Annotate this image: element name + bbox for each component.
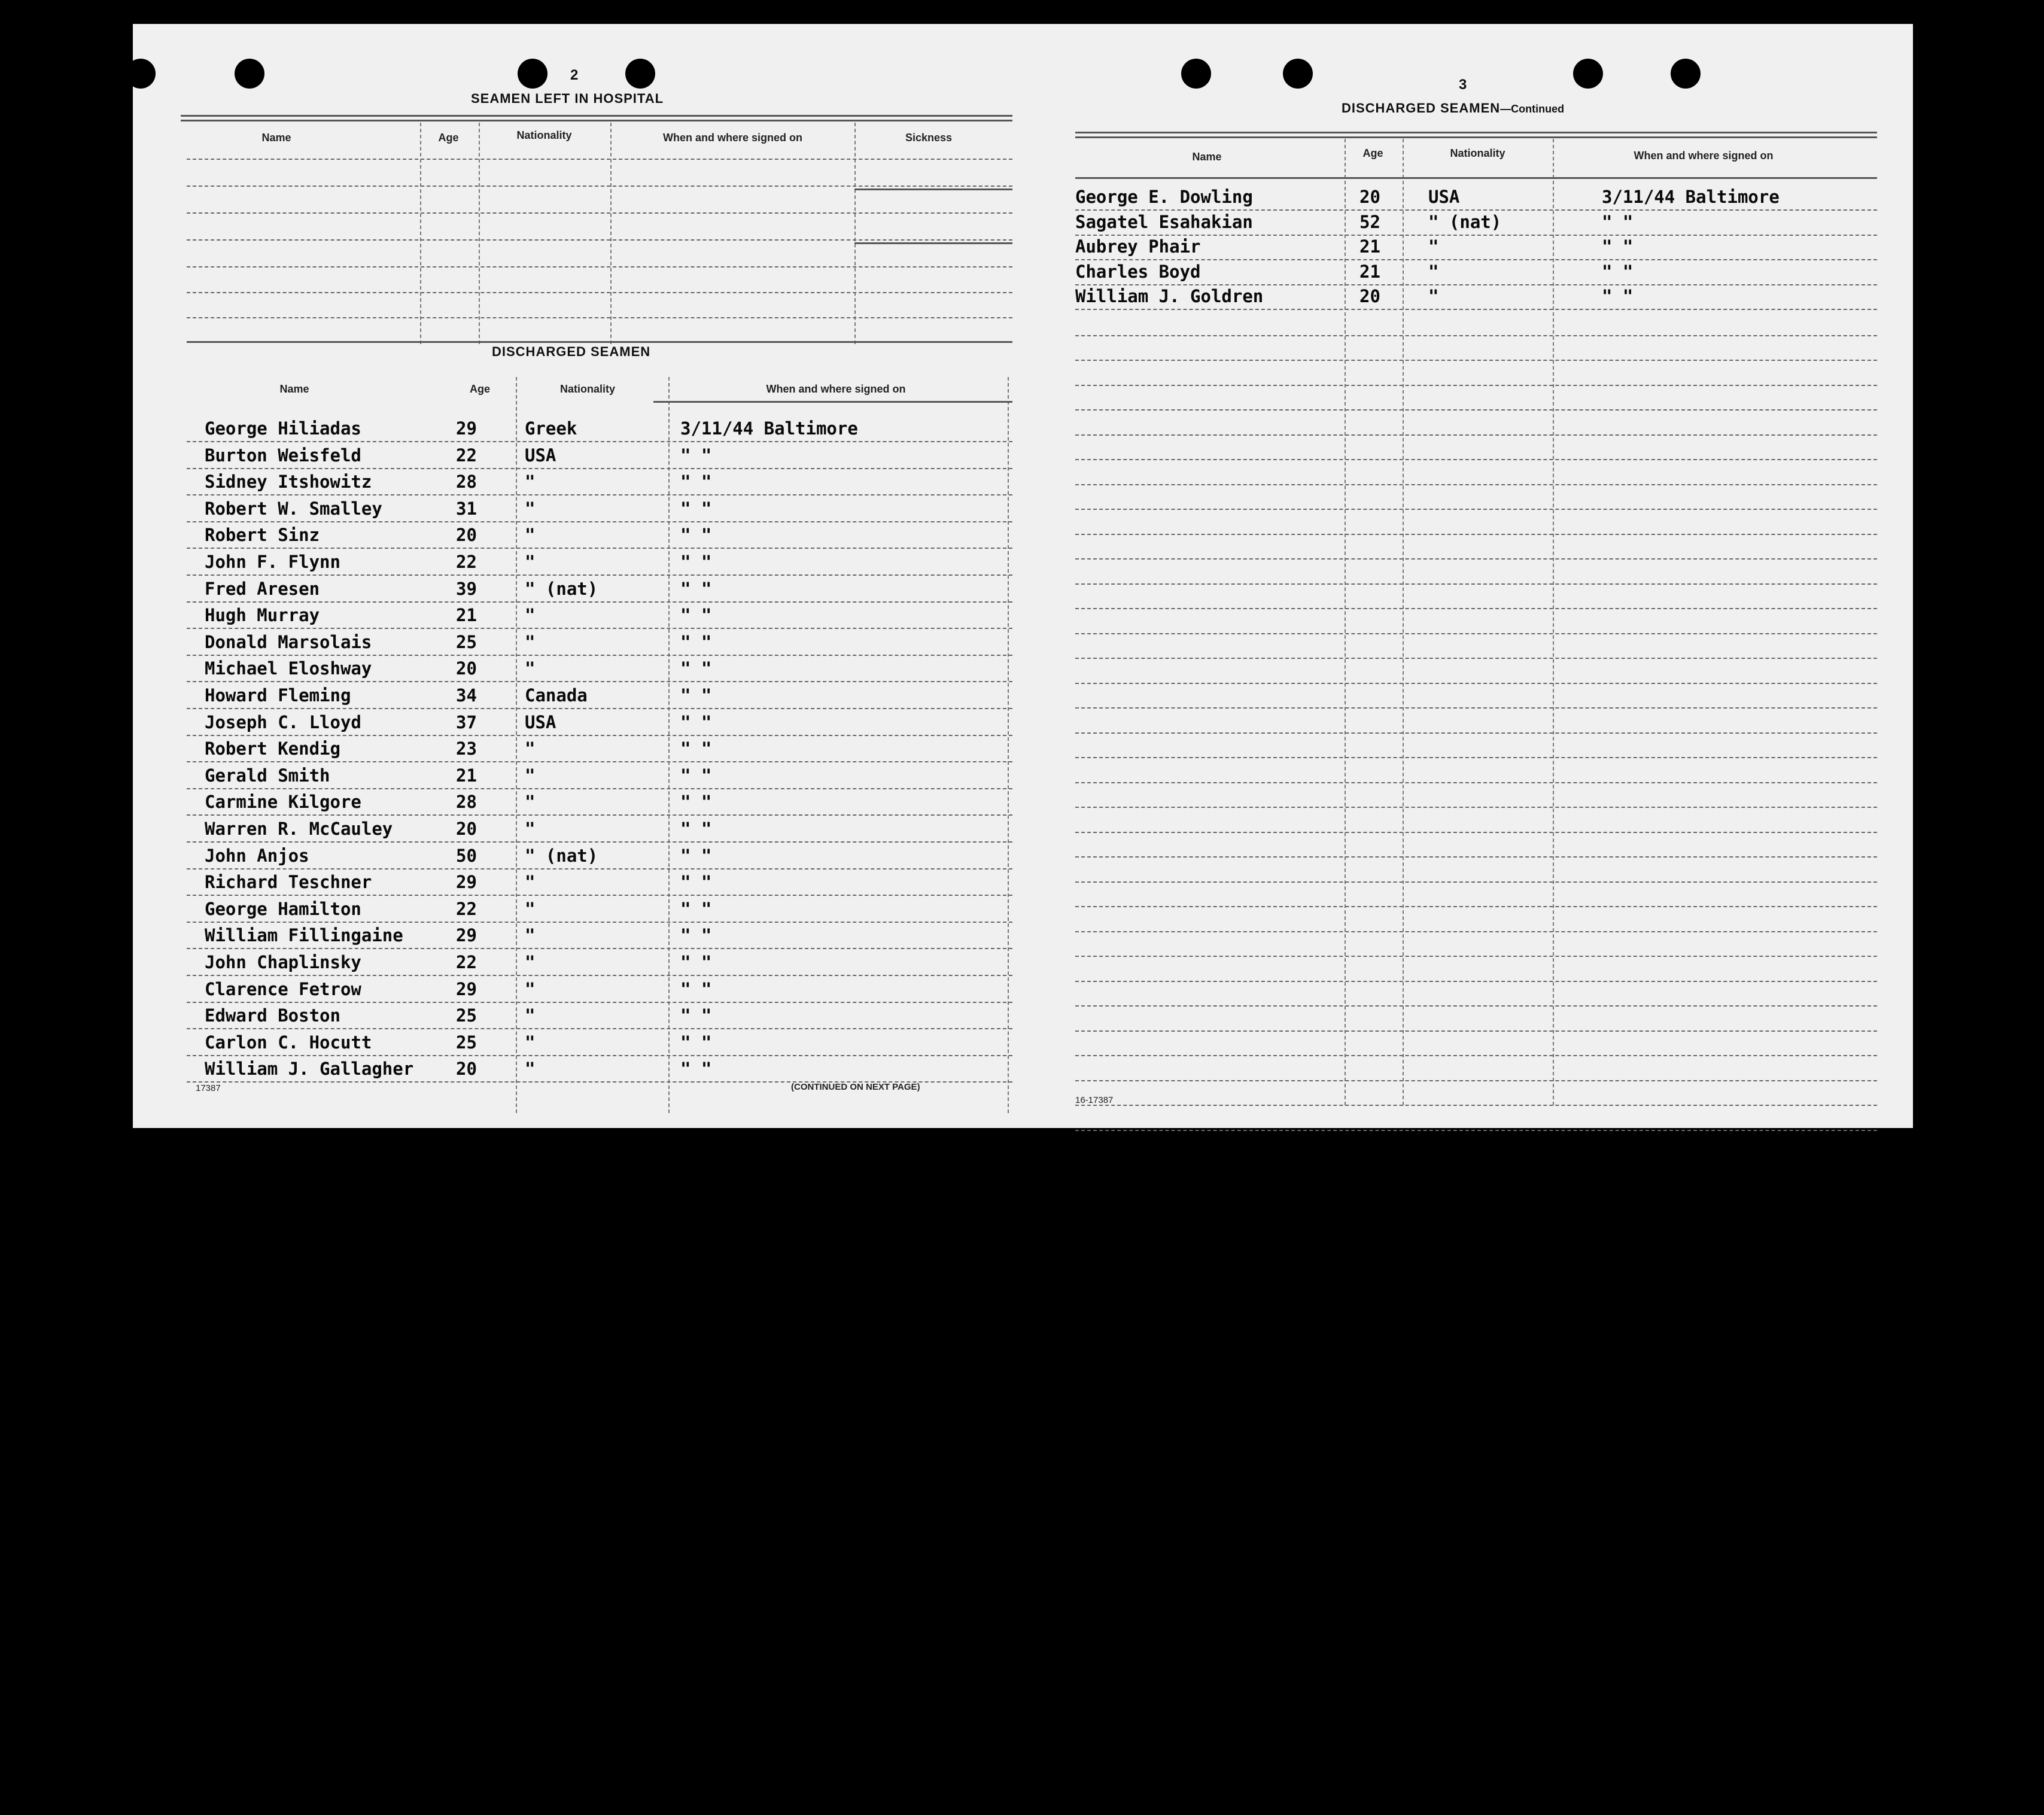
title-text: DISCHARGED SEAMEN xyxy=(1342,101,1501,115)
signed-on: " " xyxy=(680,552,712,572)
seaman-age: 22 xyxy=(456,552,477,572)
signed-on: " " xyxy=(680,765,712,786)
signed-on: " " xyxy=(680,631,712,652)
seaman-age: 25 xyxy=(456,1032,477,1053)
seaman-name: Warren R. McCauley xyxy=(205,819,393,839)
column-header-signed-on: When and where signed on xyxy=(662,132,802,144)
seaman-age: 21 xyxy=(456,605,477,626)
signed-on: " " xyxy=(680,738,712,759)
blank-row-rule xyxy=(1075,931,1877,932)
signed-on: " " xyxy=(680,952,712,972)
blank-row-rule xyxy=(1075,1080,1877,1081)
seaman-age: 52 xyxy=(1359,211,1380,232)
seaman-age: 20 xyxy=(456,525,477,546)
table-row xyxy=(187,1003,1012,1029)
table-row xyxy=(187,950,1012,976)
punch-hole xyxy=(1671,59,1701,89)
seaman-name: Carmine Kilgore xyxy=(205,792,361,813)
seaman-age: 28 xyxy=(456,792,477,813)
seaman-age: 50 xyxy=(456,845,477,866)
seaman-age: 21 xyxy=(1359,261,1380,282)
punch-hole xyxy=(1283,59,1313,89)
blank-row-rule xyxy=(1075,658,1877,659)
signed-on: " " xyxy=(1602,211,1634,232)
seaman-nationality: " xyxy=(525,1059,536,1080)
blank-row-rule xyxy=(1075,707,1877,709)
seaman-age: 34 xyxy=(456,685,477,706)
seaman-name: Sidney Itshowitz xyxy=(205,472,372,492)
seaman-name: William Fillingaine xyxy=(205,925,403,946)
seaman-name: Edward Boston xyxy=(205,1005,340,1026)
column-rule xyxy=(854,123,856,344)
signed-on: " " xyxy=(1602,286,1634,306)
seaman-nationality: " xyxy=(525,552,536,572)
blank-row-rule xyxy=(1075,583,1877,585)
table-row xyxy=(187,763,1012,789)
title-suffix: —Continued xyxy=(1500,103,1565,115)
blank-row-rule xyxy=(1075,534,1877,535)
column-header-age: Age xyxy=(1362,147,1383,159)
seaman-name: William J. Gallagher xyxy=(205,1059,414,1080)
seaman-age: 22 xyxy=(456,898,477,919)
blank-row-rule xyxy=(1075,385,1877,386)
signed-on: " " xyxy=(680,898,712,919)
seaman-age: 37 xyxy=(456,712,477,732)
blank-row-rule xyxy=(1075,558,1877,560)
seaman-nationality: " xyxy=(525,792,536,813)
seaman-nationality: " xyxy=(525,738,536,759)
table-row xyxy=(1075,209,1877,236)
seaman-nationality: " xyxy=(525,1005,536,1026)
seaman-nationality: " xyxy=(1428,236,1439,257)
signed-on: " " xyxy=(680,925,712,946)
seaman-nationality: " xyxy=(525,765,536,786)
seaman-name: Donald Marsolais xyxy=(205,631,372,652)
punch-hole xyxy=(1573,59,1603,89)
seaman-name: George Hiliadas xyxy=(205,418,361,439)
rule xyxy=(181,115,1012,117)
signed-on: 3/11/44 Baltimore xyxy=(680,418,858,439)
blank-row-rule xyxy=(1075,1005,1877,1007)
signed-on: " " xyxy=(680,1005,712,1026)
continued-note: (CONTINUED ON NEXT PAGE) xyxy=(791,1082,920,1092)
signed-on: " " xyxy=(680,845,712,866)
column-header-nationality: Nationality xyxy=(559,383,615,395)
table-rule xyxy=(854,189,1012,190)
rule xyxy=(1075,136,1877,138)
table-row xyxy=(187,870,1012,896)
seaman-age: 20 xyxy=(1359,187,1380,207)
page-number: 2 xyxy=(570,67,579,83)
seaman-name: John F. Flynn xyxy=(205,552,340,572)
seaman-name: Charles Boyd xyxy=(1075,261,1201,282)
table-row xyxy=(187,736,1012,762)
left-page xyxy=(133,24,1048,1128)
signed-on: " " xyxy=(1602,236,1634,257)
table-rule xyxy=(187,186,1012,187)
table-row xyxy=(187,977,1012,1003)
column-header-sickness: Sickness xyxy=(905,132,953,144)
seaman-age: 31 xyxy=(456,498,477,519)
blank-row-rule xyxy=(1075,906,1877,907)
blank-row-rule xyxy=(1075,732,1877,734)
discharged-section-title xyxy=(1342,101,1564,116)
blank-row-rule xyxy=(1075,459,1877,460)
blank-row-rule xyxy=(1075,832,1877,833)
seaman-name: Clarence Fetrow xyxy=(205,978,361,999)
seaman-age: 22 xyxy=(456,952,477,972)
seaman-nationality: " (nat) xyxy=(525,578,598,599)
table-row xyxy=(187,656,1012,682)
signed-on: " " xyxy=(680,578,712,599)
signed-on: " " xyxy=(680,1059,712,1080)
seaman-age: 21 xyxy=(1359,236,1380,257)
seaman-age: 29 xyxy=(456,925,477,946)
table-row xyxy=(187,443,1012,469)
blank-row-rule xyxy=(1075,608,1877,609)
table-row xyxy=(187,923,1012,949)
seaman-nationality: Canada xyxy=(525,685,588,706)
seaman-name: George E. Dowling xyxy=(1075,187,1253,207)
table-rule xyxy=(854,242,1012,244)
seaman-name: Robert Sinz xyxy=(205,525,320,546)
signed-on: " " xyxy=(680,685,712,706)
table-row xyxy=(187,1030,1012,1056)
punch-hole xyxy=(625,59,655,89)
blank-row-rule xyxy=(1075,633,1877,634)
seaman-name: John Chaplinsky xyxy=(205,952,361,972)
table-row xyxy=(1075,259,1877,285)
seaman-nationality: " xyxy=(525,498,536,519)
seaman-nationality: " (nat) xyxy=(525,845,598,866)
seaman-nationality: " (nat) xyxy=(1428,211,1502,232)
punch-hole xyxy=(126,59,156,89)
table-row xyxy=(1075,284,1877,310)
seaman-name: Richard Teschner xyxy=(205,872,372,893)
blank-row-rule xyxy=(1075,856,1877,858)
seaman-name: Burton Weisfeld xyxy=(205,445,361,466)
seaman-age: 25 xyxy=(456,631,477,652)
column-header-nationality: Nationality xyxy=(1450,147,1505,159)
right-page xyxy=(1048,24,1913,1128)
row-rule xyxy=(1075,309,1877,310)
blank-row-rule xyxy=(1075,1030,1877,1032)
form-number: 17387 xyxy=(196,1083,221,1093)
seaman-age: 25 xyxy=(456,1005,477,1026)
seaman-nationality: " xyxy=(525,898,536,919)
hospital-section-title: SEAMEN LEFT IN HOSPITAL xyxy=(471,91,664,106)
table-rule xyxy=(1075,177,1877,179)
table-row xyxy=(187,522,1012,549)
table-rule xyxy=(653,401,1012,403)
signed-on: " " xyxy=(680,1032,712,1053)
seaman-name: Hugh Murray xyxy=(205,605,320,626)
seaman-name: Howard Fleming xyxy=(205,685,351,706)
blank-row-rule xyxy=(1075,782,1877,783)
seaman-nationality: " xyxy=(1428,261,1439,282)
blank-row-rule xyxy=(1075,807,1877,808)
column-header-signed-on: When and where signed on xyxy=(1634,150,1774,162)
signed-on: " " xyxy=(680,712,712,732)
rule xyxy=(1075,132,1877,133)
blank-row-rule xyxy=(1075,1105,1877,1106)
blank-row-rule xyxy=(1075,484,1877,485)
signed-on: 3/11/44 Baltimore xyxy=(1602,187,1780,207)
seaman-age: 21 xyxy=(456,765,477,786)
signed-on: " " xyxy=(680,525,712,546)
seaman-name: Carlon C. Hocutt xyxy=(205,1032,372,1053)
blank-row-rule xyxy=(1075,956,1877,957)
table-row xyxy=(187,816,1012,843)
table-rule xyxy=(187,266,1012,267)
seaman-nationality: " xyxy=(525,819,536,839)
seaman-age: 29 xyxy=(456,872,477,893)
seaman-nationality: " xyxy=(525,925,536,946)
table-row xyxy=(187,549,1012,576)
seaman-age: 39 xyxy=(456,578,477,599)
seaman-nationality: " xyxy=(525,525,536,546)
seaman-nationality: Greek xyxy=(525,418,577,439)
seaman-name: Sagatel Esahakian xyxy=(1075,211,1253,232)
seaman-age: 29 xyxy=(456,418,477,439)
seaman-nationality: " xyxy=(525,978,536,999)
column-header-signed-on: When and where signed on xyxy=(766,383,906,395)
blank-row-rule xyxy=(1075,757,1877,758)
signed-on: " " xyxy=(680,498,712,519)
table-row xyxy=(187,496,1012,522)
blank-row-rule xyxy=(1075,434,1877,436)
seaman-name: Aubrey Phair xyxy=(1075,236,1201,257)
seaman-name: Gerald Smith xyxy=(205,765,330,786)
rule xyxy=(181,120,1012,121)
seaman-name: George Hamilton xyxy=(205,898,361,919)
seaman-name: Michael Eloshway xyxy=(205,658,372,679)
seaman-nationality: " xyxy=(525,605,536,626)
column-header-name: Name xyxy=(1192,151,1222,163)
column-header-name: Name xyxy=(279,383,309,395)
signed-on: " " xyxy=(680,658,712,679)
discharged-section-title: DISCHARGED SEAMEN xyxy=(492,344,651,359)
table-rule xyxy=(187,239,1012,241)
blank-row-rule xyxy=(1075,1055,1877,1056)
table-row xyxy=(187,683,1012,709)
signed-on: " " xyxy=(680,445,712,466)
table-rule xyxy=(187,159,1012,160)
seaman-name: William J. Goldren xyxy=(1075,286,1264,306)
seaman-age: 20 xyxy=(456,819,477,839)
table-rule xyxy=(187,212,1012,214)
signed-on: " " xyxy=(680,819,712,839)
table-row xyxy=(187,896,1012,923)
blank-row-rule xyxy=(1075,683,1877,684)
seaman-nationality: USA xyxy=(1428,187,1460,207)
form-number: 16-17387 xyxy=(1075,1095,1114,1105)
column-header-age: Age xyxy=(469,383,490,395)
table-row xyxy=(187,710,1012,736)
signed-on: " " xyxy=(680,872,712,893)
column-rule xyxy=(610,123,612,344)
seaman-name: John Anjos xyxy=(205,845,309,866)
signed-on: " " xyxy=(680,978,712,999)
table-rule xyxy=(187,341,1012,343)
column-header-nationality: Nationality xyxy=(516,129,572,141)
blank-row-rule xyxy=(1075,981,1877,982)
table-row xyxy=(187,1056,1012,1083)
seaman-name: Joseph C. Lloyd xyxy=(205,712,361,732)
signed-on: " " xyxy=(680,472,712,492)
seaman-nationality: " xyxy=(525,872,536,893)
blank-row-rule xyxy=(1075,1130,1877,1131)
seaman-age: 28 xyxy=(456,472,477,492)
blank-row-rule xyxy=(1075,881,1877,883)
column-header-name: Name xyxy=(261,132,291,144)
column-header-age: Age xyxy=(438,132,459,144)
seaman-nationality: " xyxy=(525,952,536,972)
seaman-nationality: " xyxy=(525,658,536,679)
seaman-nationality: USA xyxy=(525,445,556,466)
seaman-name: Robert Kendig xyxy=(205,738,340,759)
table-row xyxy=(187,843,1012,870)
seaman-nationality: " xyxy=(525,1032,536,1053)
seaman-age: 23 xyxy=(456,738,477,759)
column-rule xyxy=(479,123,480,344)
seaman-age: 20 xyxy=(1359,286,1380,306)
blank-row-rule xyxy=(1075,509,1877,510)
seaman-age: 20 xyxy=(456,658,477,679)
table-row xyxy=(187,416,1012,442)
table-row xyxy=(187,630,1012,656)
table-row xyxy=(1075,234,1877,260)
punch-hole xyxy=(235,59,264,89)
seaman-age: 22 xyxy=(456,445,477,466)
seaman-age: 29 xyxy=(456,978,477,999)
table-row xyxy=(187,603,1012,629)
blank-row-rule xyxy=(1075,360,1877,361)
seaman-name: Robert W. Smalley xyxy=(205,498,382,519)
page-number: 3 xyxy=(1459,77,1467,93)
signed-on: " " xyxy=(680,792,712,813)
seaman-nationality: " xyxy=(1428,286,1439,306)
seaman-name: Fred Aresen xyxy=(205,578,320,599)
seaman-age: 20 xyxy=(456,1059,477,1080)
blank-row-rule xyxy=(1075,409,1877,411)
table-row xyxy=(187,576,1012,603)
seaman-nationality: " xyxy=(525,472,536,492)
table-rule xyxy=(187,292,1012,293)
signed-on: " " xyxy=(1602,261,1634,282)
punch-hole xyxy=(1181,59,1211,89)
table-row xyxy=(1075,184,1877,211)
table-row xyxy=(187,789,1012,816)
seaman-nationality: " xyxy=(525,631,536,652)
table-rule xyxy=(187,317,1012,318)
table-row xyxy=(187,469,1012,495)
punch-hole xyxy=(518,59,548,89)
seaman-nationality: USA xyxy=(525,712,556,732)
signed-on: " " xyxy=(680,605,712,626)
column-rule xyxy=(420,123,421,344)
blank-row-rule xyxy=(1075,335,1877,336)
